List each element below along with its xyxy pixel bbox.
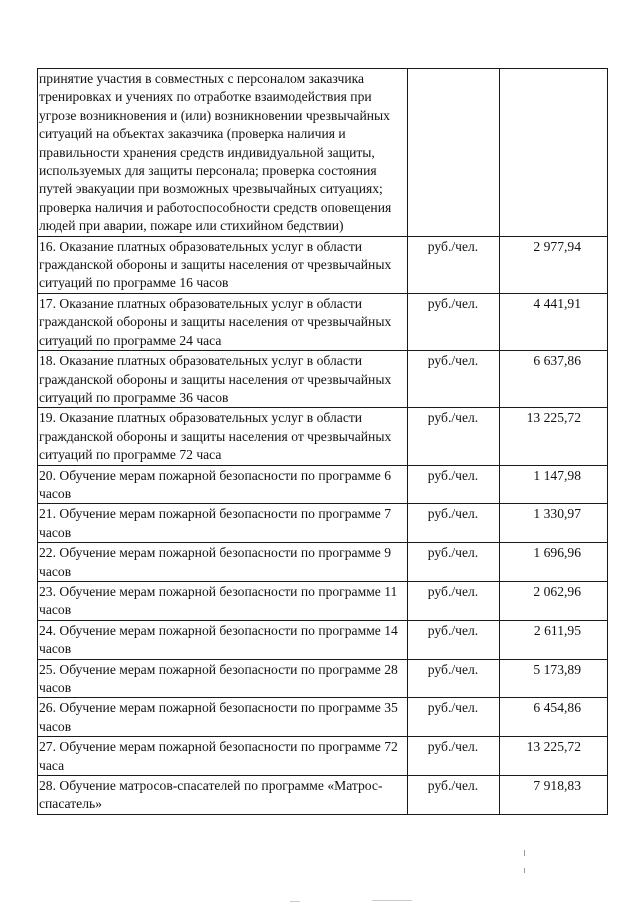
service-description: 25. Обучение мерам пожарной безопасности по программе 28 часов (38, 659, 408, 698)
table-row (38, 581, 608, 620)
unit-cell: руб./чел. (408, 351, 500, 408)
table-row (38, 543, 608, 582)
table-row (38, 659, 608, 698)
scan-artifact (524, 868, 525, 873)
unit-cell: руб./чел. (408, 659, 500, 698)
unit-cell: руб./чел. (408, 698, 500, 737)
table-row-continuation (38, 69, 608, 237)
price-cell: 4 441,91 (500, 293, 608, 350)
price-cell (500, 69, 608, 237)
unit-cell: руб./чел. (408, 620, 500, 659)
unit-cell: руб./чел. (408, 581, 500, 620)
price-cell: 13 225,72 (500, 408, 608, 465)
table-row (38, 698, 608, 737)
price-cell: 13 225,72 (500, 737, 608, 776)
unit-cell: руб./чел. (408, 408, 500, 465)
price-cell: 1 696,96 (500, 543, 608, 582)
service-description: 24. Обучение мерам пожарной безопасности по программе 14 часов (38, 620, 408, 659)
price-cell: 7 918,83 (500, 776, 608, 815)
service-description: 19. Оказание платных образовательных услуг в области гражданской обороны и защиты населения от чрезвычайных ситуаций по программе 72 часа (38, 408, 408, 465)
price-cell: 1 330,97 (500, 504, 608, 543)
price-cell: 2 062,96 (500, 581, 608, 620)
service-description: 27. Обучение мерам пожарной безопасности по программе 72 часа (38, 737, 408, 776)
unit-cell: руб./чел. (408, 504, 500, 543)
service-description-text: принятие участия в совместных с персоналом заказчика тренировках и учениях по отработке взаимодействия при угрозе возникновения и (или) возникновении чрезвычайных ситуаций на объектах заказчика (проверка наличия и правильности хранения средств индивидуальной защиты, используемых для защиты персонала; проверка состояния путей эвакуации при возможных чрезвычайных ситуациях; проверка наличия и работоспособности средств оповещения людей при аварии, пожаре или стихийном бедствии) (39, 71, 392, 234)
price-cell: 6 637,86 (500, 351, 608, 408)
price-cell: 2 611,95 (500, 620, 608, 659)
service-description: 28. Обучение матросов-спасателей по программе «Матрос-спасатель» (38, 776, 408, 815)
unit-cell: руб./чел. (408, 737, 500, 776)
table-row (38, 351, 608, 408)
service-description: 23. Обучение мерам пожарной безопасности по программе 11 часов (38, 581, 408, 620)
scan-artifact (290, 901, 300, 902)
service-description (38, 69, 408, 237)
table-row (38, 776, 608, 815)
table-row (38, 737, 608, 776)
table-row (38, 236, 608, 293)
service-description: 21. Обучение мерам пожарной безопасности по программе 7 часов (38, 504, 408, 543)
scan-artifact (524, 850, 525, 856)
unit-cell: руб./чел. (408, 293, 500, 350)
scan-artifact (372, 900, 412, 901)
price-cell: 5 173,89 (500, 659, 608, 698)
unit-cell: руб./чел. (408, 236, 500, 293)
service-description: 26. Обучение мерам пожарной безопасности по программе 35 часов (38, 698, 408, 737)
table-row (38, 465, 608, 504)
table-row (38, 293, 608, 350)
unit-cell: руб./чел. (408, 465, 500, 504)
unit-cell (408, 69, 500, 237)
unit-cell: руб./чел. (408, 776, 500, 815)
price-table-body (38, 69, 608, 815)
service-description: 17. Оказание платных образовательных услуг в области гражданской обороны и защиты населения от чрезвычайных ситуаций по программе 24 часа (38, 293, 408, 350)
price-cell: 6 454,86 (500, 698, 608, 737)
service-description: 20. Обучение мерам пожарной безопасности по программе 6 часов (38, 465, 408, 504)
table-row (38, 620, 608, 659)
unit-cell: руб./чел. (408, 543, 500, 582)
table-row (38, 504, 608, 543)
service-description: 16. Оказание платных образовательных услуг в области гражданской обороны и защиты населения от чрезвычайных ситуаций по программе 16 часов (38, 236, 408, 293)
table-row (38, 408, 608, 465)
service-description: 22. Обучение мерам пожарной безопасности по программе 9 часов (38, 543, 408, 582)
price-cell: 1 147,98 (500, 465, 608, 504)
service-description: 18. Оказание платных образовательных услуг в области гражданской обороны и защиты населения от чрезвычайных ситуаций по программе 36 часов (38, 351, 408, 408)
price-table (37, 68, 608, 815)
price-cell: 2 977,94 (500, 236, 608, 293)
